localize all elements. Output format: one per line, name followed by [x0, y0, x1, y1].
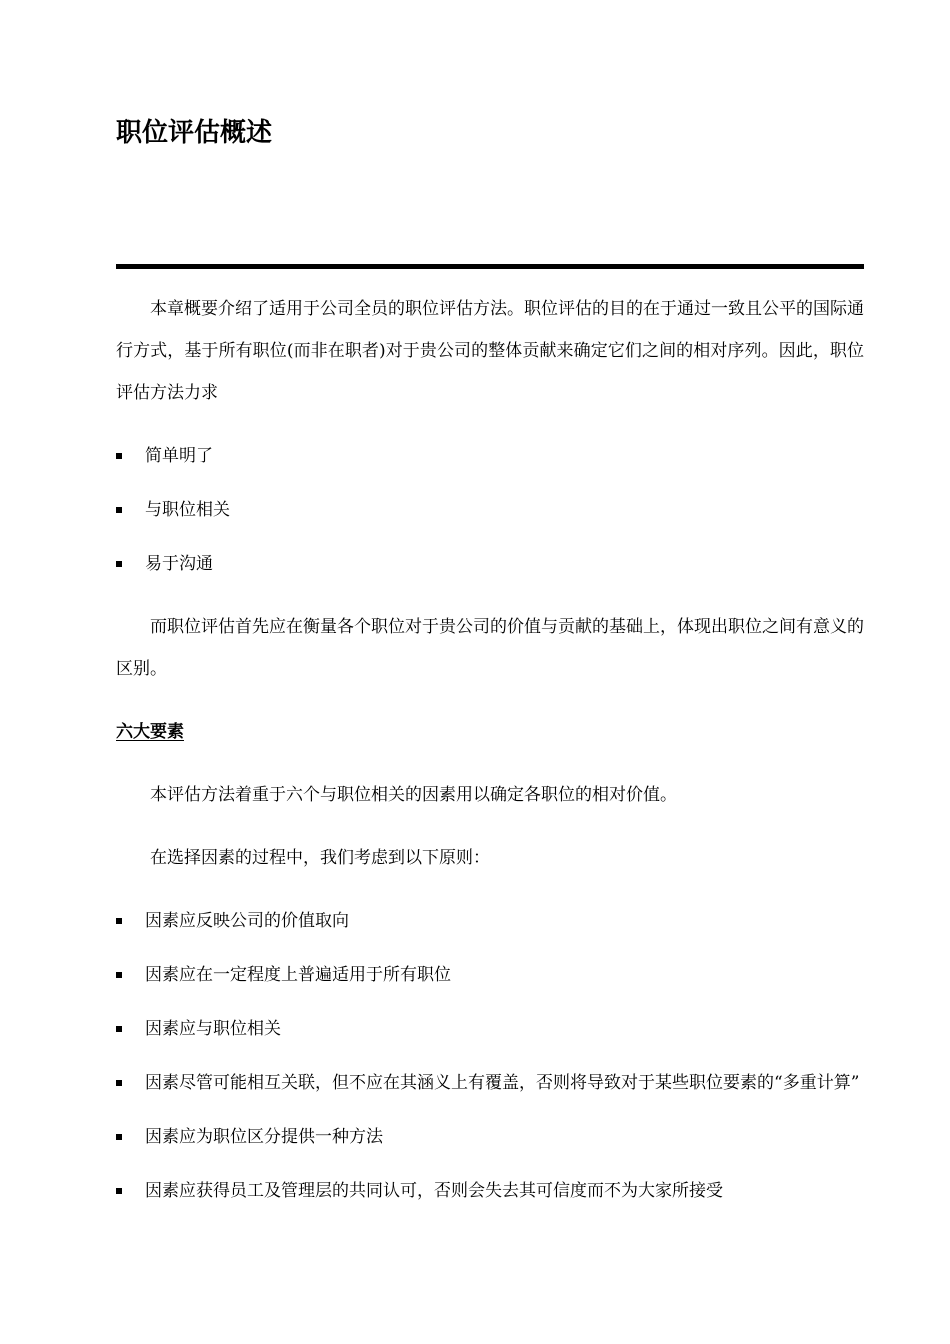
square-bullet-icon: [116, 918, 122, 924]
list-item-text: 因素应在一定程度上普遍适用于所有职位: [145, 965, 451, 985]
document-body: [116, 288, 864, 1212]
section-paragraph-1: 本评估方法着重于六个与职位相关的因素用以确定各职位的相对价值。: [150, 785, 677, 805]
square-bullet-icon: [116, 1026, 122, 1032]
square-bullet-icon: [116, 453, 122, 459]
square-bullet-icon: [116, 1188, 122, 1194]
list-item: [116, 1008, 864, 1050]
second-paragraph: 而职位评估首先应在衡量各个职位对于贵公司的价值与贡献的基础上，体现出职位之间有意义的区别。: [116, 617, 864, 679]
list-item: [116, 954, 864, 996]
intro-paragraph: 本章概要介绍了适用于公司全员的职位评估方法。职位评估的目的在于通过一致且公平的国际通行方式，基于所有职位(而非在职者)对于贵公司的整体贡献来确定它们之间的相对序列。因此，职位评估方法力求: [116, 299, 864, 403]
square-bullet-icon: [116, 507, 122, 513]
list-item-text: 因素尽管可能相互关联，但不应在其涵义上有覆盖，否则将导致对于某些职位要素的“多重计算”: [145, 1073, 860, 1093]
section-heading: 六大要素: [116, 722, 184, 742]
list-item-text: 易于沟通: [145, 554, 213, 574]
page-title: 职位评估概述: [116, 118, 273, 148]
square-bullet-icon: [116, 972, 122, 978]
section-paragraph-2: 在选择因素的过程中，我们考虑到以下原则：: [150, 848, 490, 868]
square-bullet-icon: [116, 1134, 122, 1140]
list-item: [116, 1116, 864, 1158]
title-divider: [116, 264, 864, 269]
list-item: [116, 435, 864, 477]
list-item: [116, 900, 864, 942]
list-item-text: 因素应与职位相关: [145, 1019, 281, 1039]
intro-bullet-list: [116, 435, 864, 585]
list-item: [116, 1170, 864, 1212]
list-item-text: 与职位相关: [145, 500, 230, 520]
list-item-text: 因素应为职位区分提供一种方法: [145, 1127, 383, 1147]
list-item: [116, 489, 864, 531]
principles-bullet-list: [116, 900, 864, 1212]
square-bullet-icon: [116, 1080, 122, 1086]
list-item: [116, 1062, 864, 1104]
list-item-text: 因素应获得员工及管理层的共同认可，否则会失去其可信度而不为大家所接受: [145, 1181, 723, 1201]
list-item-text: 简单明了: [145, 446, 213, 466]
list-item: [116, 543, 864, 585]
list-item-text: 因素应反映公司的价值取向: [145, 911, 349, 931]
square-bullet-icon: [116, 561, 122, 567]
